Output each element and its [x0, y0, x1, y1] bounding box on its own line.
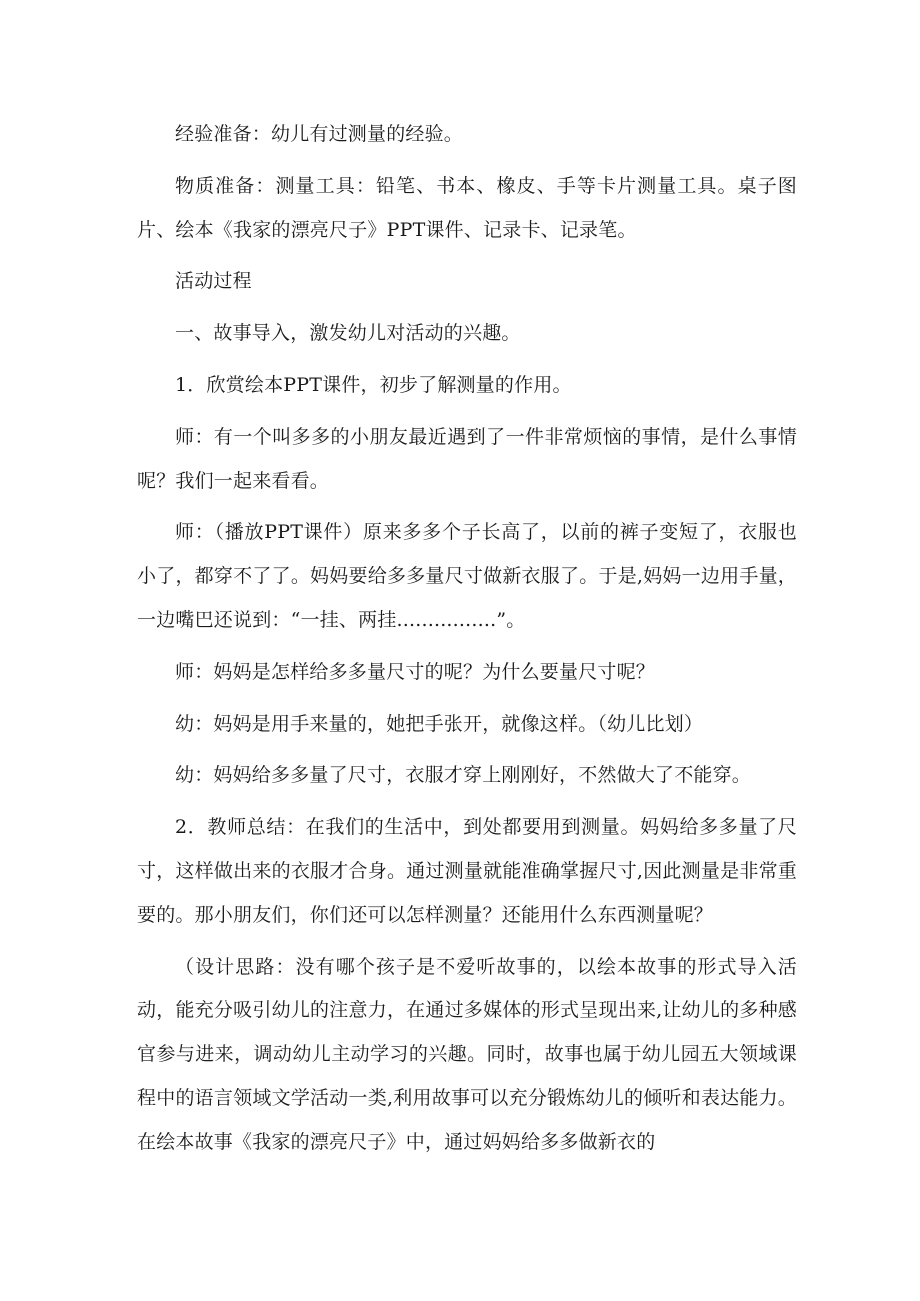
section-heading-activity-process: 活动过程	[175, 270, 252, 293]
paragraph-teacher-2: 师：（播放PPT课件）原来多多个子长高了，以前的裤子变短了，衣服也小了，都穿不了了。妈妈要给多多量尺寸做新衣服了。于是,妈妈一边用手量，一边嘴巴还说到：“一挂、两挂................”。	[137, 521, 797, 631]
paragraph-child-1: 幼：妈妈是用手来量的，她把手张开，就像这样。（幼儿比划）	[175, 712, 704, 735]
step-2-teacher-summary: 2．教师总结：在我们的生活中，到处都要用到测量。妈妈给多多量了尺寸，这样做出来的衣服才合身。通过测量就能准确掌握尺寸,因此测量是非常重要的。那小朋友们，你们还可以怎样测量？还能用什么东西测量呢？	[137, 816, 797, 926]
paragraph-child-2: 幼：妈妈给多多量了尺寸，衣服才穿上刚刚好，不然做大了不能穿。	[175, 764, 752, 787]
document-body	[137, 113, 797, 1173]
step-1-heading: 1．欣赏绘本PPT课件，初步了解测量的作用。	[175, 373, 572, 396]
paragraph-teacher-1: 师：有一个叫多多的小朋友最近遇到了一件非常烦恼的事情，是什么事情呢？我们一起来看看。	[137, 425, 797, 492]
paragraph-teacher-3: 师：妈妈是怎样给多多量尺寸的呢？为什么要量尺寸呢？	[175, 660, 656, 683]
section-heading-story-intro: 一、故事导入，激发幼儿对活动的兴趣。	[175, 322, 521, 345]
paragraph-design-idea: （设计思路：没有哪个孩子是不爱听故事的，以绘本故事的形式导入活动，能充分吸引幼儿的注意力，在通过多媒体的形式呈现出来,让幼儿的多种感官参与进来，调动幼儿主动学习的兴趣。同时，故事也属于幼儿园五大领域课程中的语言领域文学活动一类,利用故事可以充分锻炼幼儿的倾听和表达能力。在绘本故事《我家的漂亮尺子》中，通过妈妈给多多做新衣的	[137, 955, 797, 1153]
paragraph-material-prep: 物质准备：测量工具：铅笔、书本、橡皮、手等卡片测量工具。桌子图片、绘本《我家的漂亮尺子》PPT课件、记录卡、记录笔。	[137, 174, 797, 241]
paragraph-experience-prep: 经验准备：幼儿有过测量的经验。	[175, 123, 464, 145]
